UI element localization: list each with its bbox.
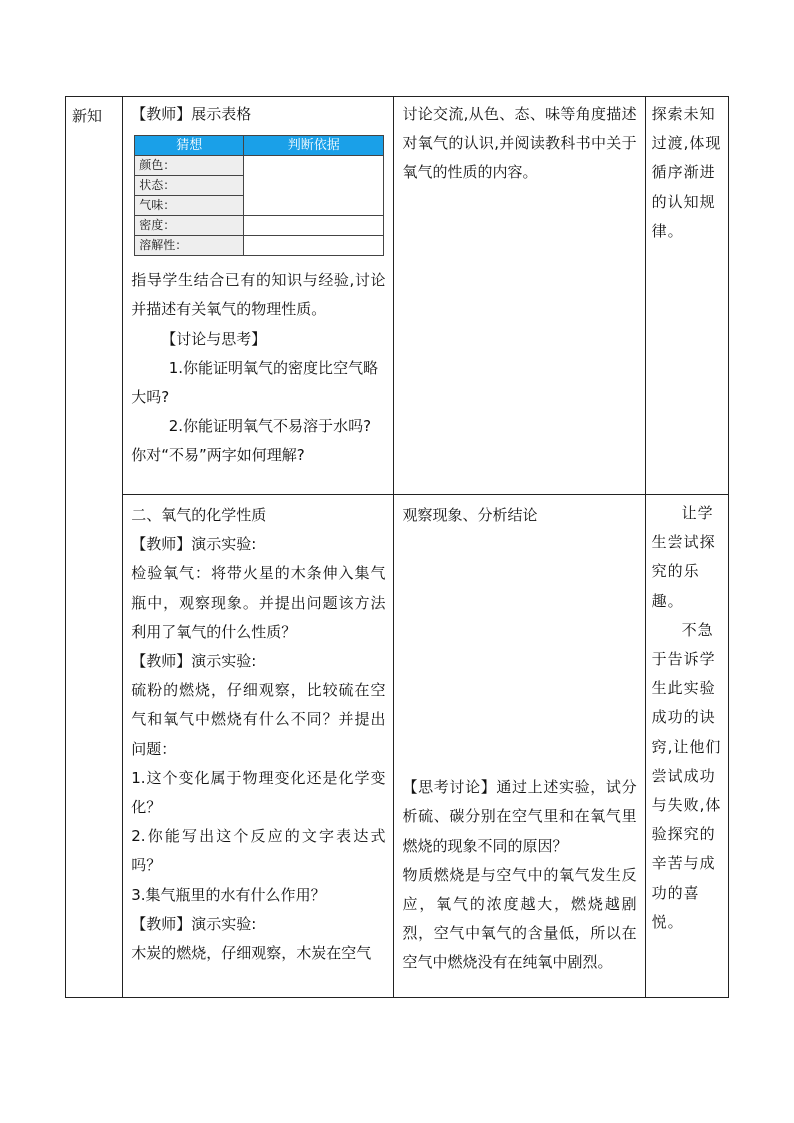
table-row bbox=[66, 97, 729, 495]
question-2: 2.你能证明氧气不易溶于水吗?你对“不易”两字如何理解? bbox=[131, 417, 372, 465]
intent-text: 探索未知过渡,体现循序渐进的认知规律。 bbox=[651, 105, 722, 240]
intent-text: 不急于告诉学生此实验成功的诀窍,让他们尝试成功与失败,体验探究的辛苦与成功的喜悦。 bbox=[651, 620, 722, 931]
student-answer: 物质燃烧是与空气中的氧气发生反应，氧气的浓度越大，燃烧越剧烈，空气中氧气的含量低，所以在空气中燃烧没有在纯氧中剧烈。 bbox=[402, 865, 637, 972]
intent-text: 让学生尝试探究的乐趣。 bbox=[651, 504, 716, 610]
basis-cell bbox=[244, 156, 384, 216]
demo-text: 硫粉的燃烧，仔细观察，比较硫在空气和氧气中燃烧有什么不同？并提出问题： bbox=[131, 681, 386, 758]
student-discuss: 【思考讨论】通过上述实验，试分析硫、碳分别在空气里和在氧气里燃烧的现象不同的原因？ bbox=[402, 778, 637, 855]
student-observe: 观察现象、分析结论 bbox=[402, 506, 538, 524]
question-2: 2.你能写出这个反应的文字表达式吗？ bbox=[131, 827, 386, 875]
demo-title: 【教师】演示实验: bbox=[131, 914, 257, 933]
guide-text: 指导学生结合已有的知识与经验,讨论并描述有关氧气的物理性质。 bbox=[131, 271, 386, 319]
stage-cell bbox=[66, 97, 123, 998]
teacher-activity-cell bbox=[123, 97, 394, 495]
basis-cell bbox=[244, 236, 384, 256]
guess-table bbox=[134, 135, 384, 256]
design-intent-cell bbox=[645, 97, 728, 495]
guess-row-label: 状态： bbox=[135, 176, 244, 196]
demo-text: 木炭的燃烧，仔细观察，木炭在空气 bbox=[131, 944, 372, 963]
question-3: 3.集气瓶里的水有什么作用？ bbox=[131, 885, 326, 904]
question-1: 1.这个变化属于物理变化还是化学变化？ bbox=[131, 768, 386, 817]
section-title: 二、氧气的化学性质 bbox=[131, 506, 267, 524]
demo-text: 检验氧气：将带火星的木条伸入集气瓶中，观察现象。并提出问题该方法利用了氧气的什么性质？ bbox=[131, 564, 386, 641]
guess-header: 猜想 bbox=[135, 136, 244, 156]
guess-row-label: 气味： bbox=[135, 196, 244, 216]
lesson-plan-table bbox=[65, 96, 729, 998]
student-text: 讨论交流,从色、态、味等角度描述对氧气的认识,并阅读教科书中关于氧气的性质的内容。 bbox=[402, 105, 637, 182]
teacher-activity-cell bbox=[123, 495, 394, 998]
guess-row-label: 溶解性： bbox=[135, 236, 244, 256]
demo-title: 【教师】演示实验: bbox=[131, 535, 257, 554]
student-activity-cell bbox=[394, 495, 645, 998]
stage-label: 新知 bbox=[72, 107, 103, 125]
design-intent-cell bbox=[645, 495, 728, 998]
basis-header: 判断依据 bbox=[244, 136, 384, 156]
guess-row-label: 颜色： bbox=[135, 156, 244, 176]
demo-title: 【教师】演示实验: bbox=[131, 652, 257, 671]
teacher-title: 【教师】展示表格 bbox=[131, 105, 252, 123]
student-activity-cell bbox=[394, 97, 645, 495]
discuss-title: 【讨论与思考】 bbox=[161, 329, 267, 348]
basis-cell bbox=[244, 216, 384, 236]
table-row bbox=[66, 495, 729, 998]
guess-row-label: 密度： bbox=[135, 216, 244, 236]
question-1: 1.你能证明氧气的密度比空气略大吗? bbox=[131, 358, 379, 407]
